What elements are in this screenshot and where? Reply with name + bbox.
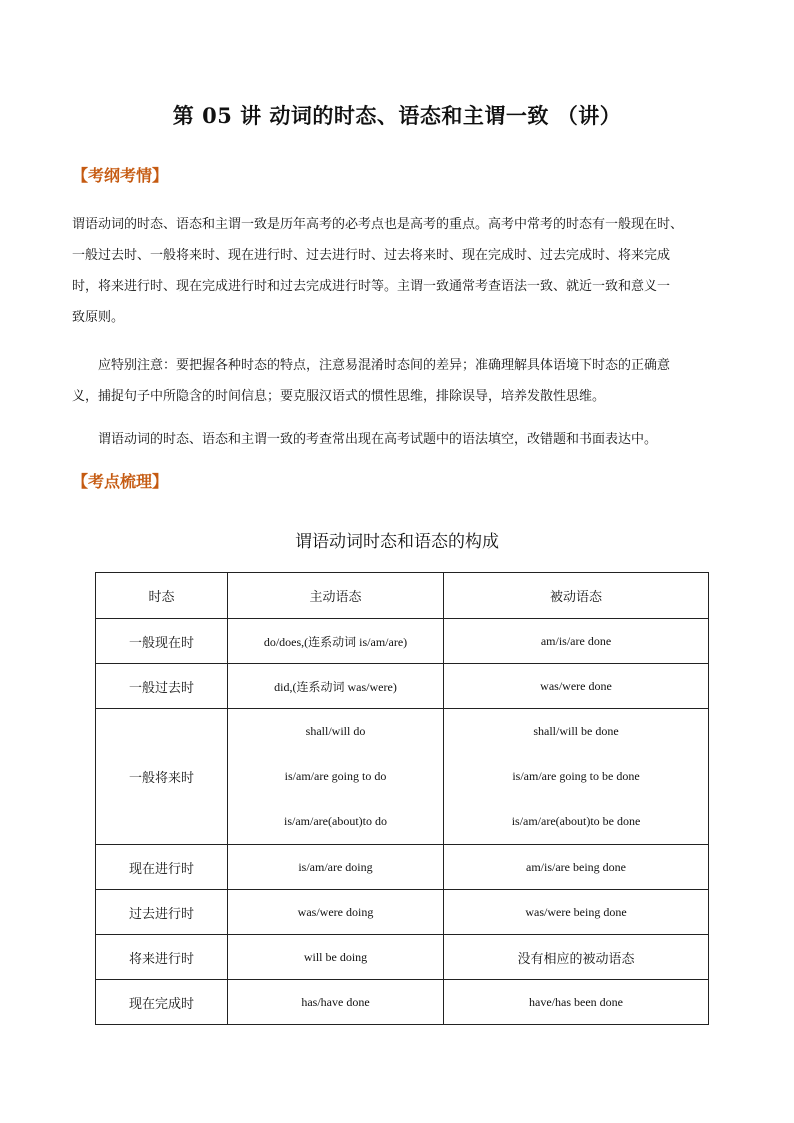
active-cell: do/does,(连系动词 is/am/are) [228, 619, 444, 664]
passive-cell: 没有相应的被动语态 [444, 935, 709, 980]
table-caption: 谓语动词时态和语态的构成 [295, 532, 499, 552]
section-heading-points: 【考点梳理】 [72, 472, 169, 491]
passive-cell [444, 709, 709, 845]
paragraph-line: 应特别注意：要把握各种时态的特点，注意易混淆时态间的差异；准确理解具体语境下时态的正确意 [98, 358, 671, 373]
active-form: shall/will do [305, 724, 366, 738]
header-passive: 被动语态 [444, 573, 709, 619]
passive-form: shall/will be done [533, 724, 619, 738]
paragraph-line: 时，将来进行时、现在完成进行时和过去完成进行时等。主谓一致通常考查语法一致、就近一致和意义一 [72, 279, 671, 294]
header-active: 主动语态 [228, 573, 444, 619]
table-row [96, 619, 709, 664]
tense-cell: 将来进行时 [96, 935, 228, 980]
paragraph-line: 谓语动词的时态、语态和主谓一致是历年高考的必考点也是高考的重点。高考中常考的时态有一般现在时、 [72, 217, 684, 232]
paragraph-line: 致原则。 [72, 310, 125, 325]
table-row [96, 935, 709, 980]
passive-cell: am/is/are done [444, 619, 709, 664]
tense-cell: 一般将来时 [96, 709, 228, 845]
active-cell: did,(连系动词 was/were) [228, 664, 444, 709]
table-header-row [96, 573, 709, 619]
active-cell: has/have done [228, 980, 444, 1025]
passive-cell: was/were done [444, 664, 709, 709]
active-cell: will be doing [228, 935, 444, 980]
paragraph-line: 一般过去时、一般将来时、现在进行时、过去进行时、过去将来时、现在完成时、过去完成时、将来完成 [72, 248, 671, 263]
tense-cell: 一般现在时 [96, 619, 228, 664]
table-row [96, 980, 709, 1025]
tense-cell: 现在进行时 [96, 845, 228, 890]
passive-cell: was/were being done [444, 890, 709, 935]
tense-cell: 过去进行时 [96, 890, 228, 935]
tense-cell: 现在完成时 [96, 980, 228, 1025]
intro-paragraph [72, 209, 722, 333]
active-cell: was/were doing [228, 890, 444, 935]
table-row [96, 890, 709, 935]
header-tense: 时态 [96, 573, 228, 619]
table-row [96, 845, 709, 890]
active-cell: is/am/are doing [228, 845, 444, 890]
passive-form: is/am/are(about)to be done [511, 814, 641, 828]
page-title: 第 05 讲 动词的时态、语态和主谓一致 （讲） [172, 103, 622, 128]
exam-paragraph: 谓语动词的时态、语态和主谓一致的考查常出现在高考试题中的语法填空，改错题和书面表达中。 [98, 432, 658, 447]
passive-cell: have/has been done [444, 980, 709, 1025]
active-cell [228, 709, 444, 845]
attention-paragraph [72, 350, 722, 412]
passive-form: is/am/are going to be done [512, 769, 640, 783]
paragraph-line: 义，捕捉句子中所隐含的时间信息；要克服汉语式的惯性思维，排除误导，培养发散性思维。 [72, 389, 606, 404]
active-form: is/am/are(about)to do [284, 814, 387, 828]
tense-cell: 一般过去时 [96, 664, 228, 709]
table-row [96, 664, 709, 709]
active-form: is/am/are going to do [284, 769, 387, 783]
passive-cell: am/is/are being done [444, 845, 709, 890]
table-row [96, 709, 709, 845]
section-heading-outline: 【考纲考情】 [72, 166, 169, 185]
tense-voice-table [95, 572, 709, 1025]
